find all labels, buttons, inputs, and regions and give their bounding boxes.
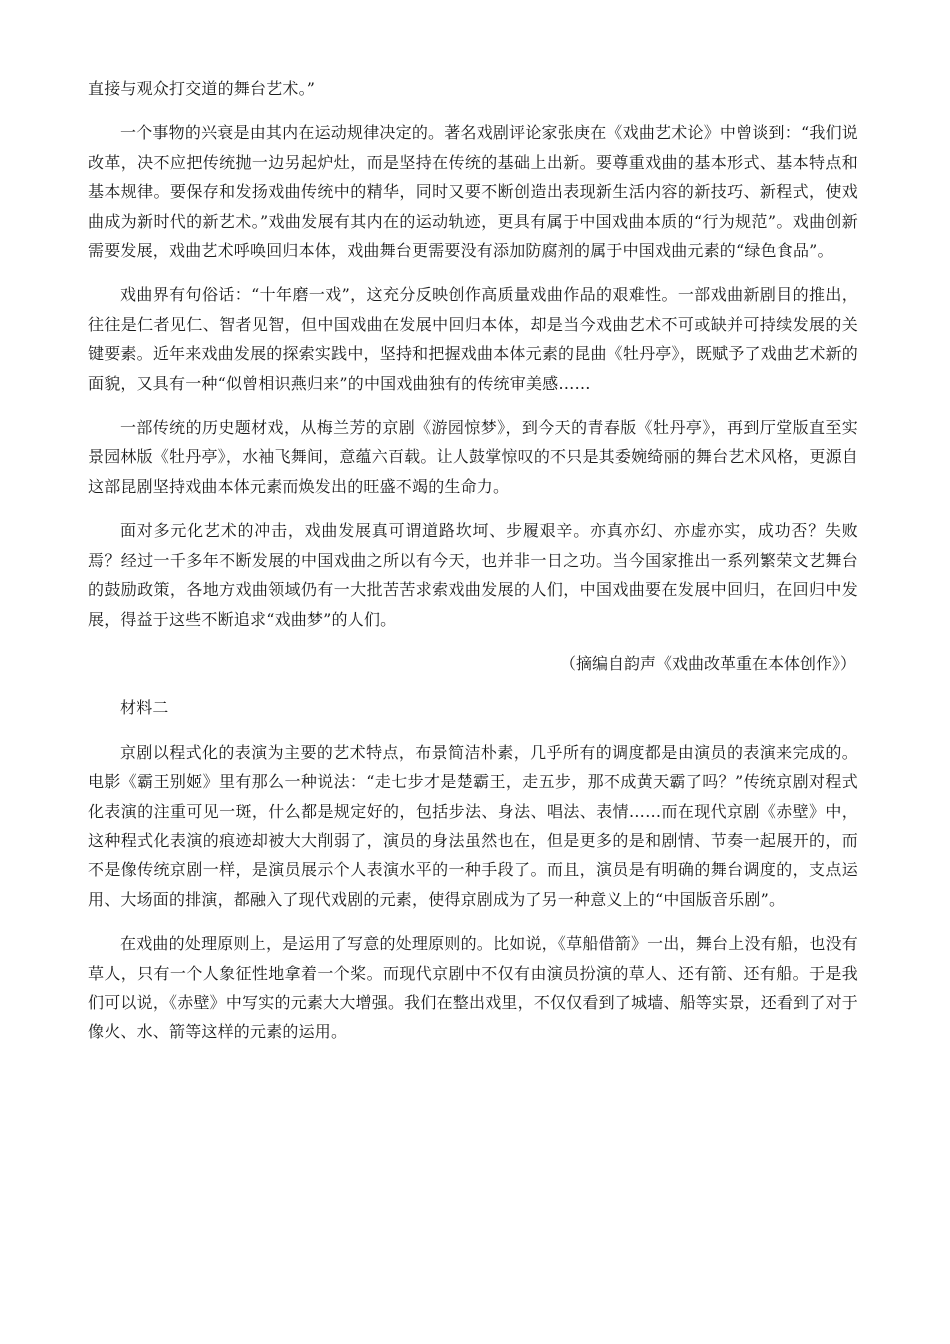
paragraph-continuation: 直接与观众打交道的舞台艺术。” xyxy=(88,79,316,98)
paragraph-3: 一部传统的历史题材戏，从梅兰芳的京剧《游园惊梦》，到今天的青春版《牡丹亭》，再到厅堂版直至实景园林版《牡丹亭》，水袖飞舞间，意蕴六百载。让人鼓掌惊叹的不只是其委婉绮丽的舞台艺术风格，更源自这部昆剧坚持戏曲本体元素而焕发出的旺盛不竭的生命力。 xyxy=(88,418,858,496)
document-page xyxy=(88,74,858,1047)
material2-paragraph-2: 在戏曲的处理原则上，是运用了写意的处理原则的。比如说，《草船借箭》一出，舞台上没有船，也没有草人，只有一个人象征性地拿着一个桨。而现代京剧中不仅有由演员扮演的草人、还有箭、还有船。于是我们可以说，《赤壁》中写实的元素大大增强。我们在整出戏里，不仅仅看到了城墙、船等实景，还看到了对于像火、水、箭等这样的元素的运用。 xyxy=(88,934,858,1042)
section-title: 材料二 xyxy=(120,698,169,718)
material2-paragraph-1: 京剧以程式化的表演为主要的艺术特点，布景简洁朴素，几乎所有的调度都是由演员的表演来完成的。电影《霸王别姬》里有那么一种说法：“走七步才是楚霸王，走五步，那不成黄天霸了吗？”传统京剧对程式化表演的注重可见一斑，什么都是规定好的，包括步法、身法、唱法、表情……而在现代京剧《赤壁》中，这种程式化表演的痕迹却被大大削弱了，演员的身法虽然也在，但是更多的是和剧情、节奏一起展开的，而不是像传统京剧一样，是演员展示个人表演水平的一种手段了。而且，演员是有明确的舞台调度的，支点运用、大场面的排演，都融入了现代戏剧的元素，使得京剧成为了另一种意义上的“中国版音乐剧”。 xyxy=(88,742,858,909)
paragraph-2: 戏曲界有句俗话：“十年磨一戏”，这充分反映创作高质量戏曲作品的艰难性。一部戏曲新剧目的推出，往往是仁者见仁、智者见智，但中国戏曲在发展中回归本体，却是当今戏曲艺术不可或缺并可持续发展的关键要素。近年来戏曲发展的探索实践中，坚持和把握戏曲本体元素的昆曲《牡丹亭》，既赋予了戏曲艺术新的面貌，又具有一种“似曾相识燕归来”的中国戏曲独有的传统审美感…… xyxy=(88,285,858,393)
source-citation: （摘编自韵声《戏曲改革重在本体创作》） xyxy=(559,653,856,673)
paragraph-4: 面对多元化艺术的冲击，戏曲发展真可谓道路坎坷、步履艰辛。亦真亦幻、亦虚亦实，成功否？失败焉？经过一千多年不断发展的中国戏曲之所以有今天，也并非一日之功。当今国家推出一系列繁荣文艺舞台的鼓励政策，各地方戏曲领域仍有一大批苦苦求索戏曲发展的人们，中国戏曲要在发展中回归，在回归中发展，得益于这些不断追求“戏曲梦”的人们。 xyxy=(88,521,858,629)
paragraph-1: 一个事物的兴衰是由其内在运动规律决定的。著名戏剧评论家张庚在《戏曲艺术论》中曾谈到：“我们说改革，决不应把传统抛一边另起炉灶，而是坚持在传统的基础上出新。要尊重戏曲的基本形式、基本特点和基本规律。要保存和发扬戏曲传统中的精华，同时又要不断创造出表现新生活内容的新技巧、新程式，使戏曲成为新时代的新艺术。”戏曲发展有其内在的运动轨迹，更具有属于中国戏曲本质的“行为规范”。戏曲创新需要发展，戏曲艺术呼唤回归本体，戏曲舞台更需要没有添加防腐剂的属于中国戏曲元素的“绿色食品”。 xyxy=(88,123,858,261)
